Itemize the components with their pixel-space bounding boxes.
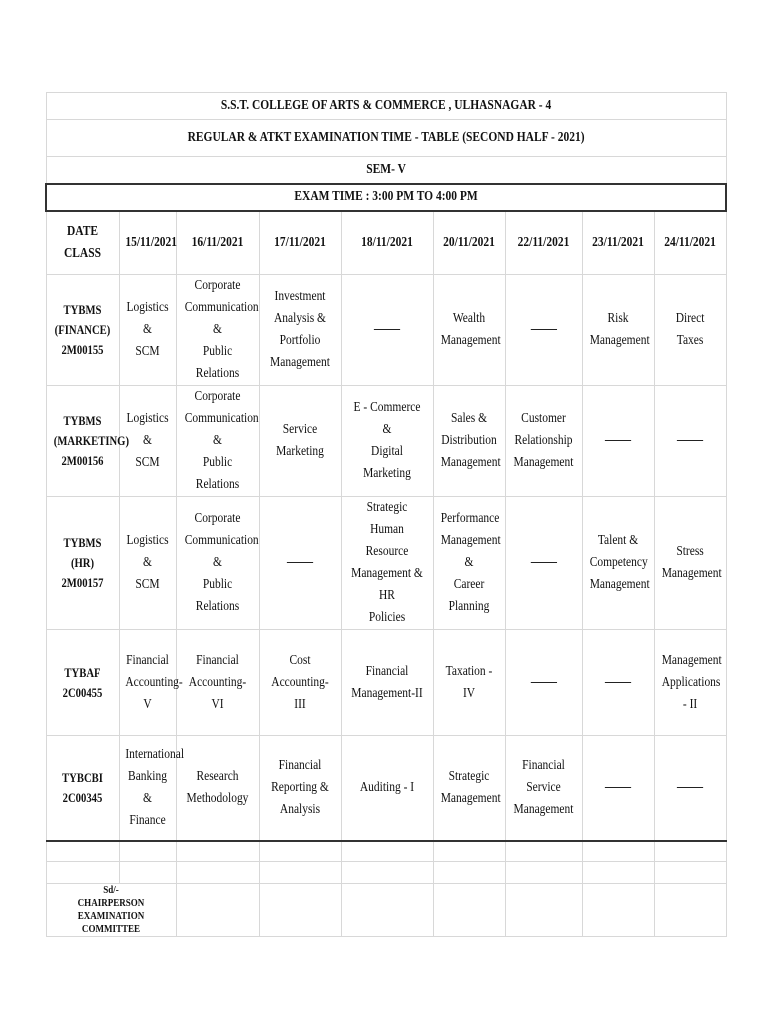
subject-line: Corporate — [194, 278, 241, 293]
empty-cell — [53, 841, 113, 862]
subject-line: Management — [589, 333, 650, 348]
dash-mark — [530, 562, 556, 563]
empty-cell — [124, 862, 171, 884]
subject-cell — [439, 386, 501, 497]
college-name: S.S.T. COLLEGE OF ARTS & COMMERCE , ULHASNAGAR - 4 — [107, 93, 665, 120]
subject-cell — [183, 275, 259, 386]
class-cell — [53, 275, 113, 386]
subject-line: Management — [661, 652, 722, 668]
subject-line: Management & — [440, 533, 501, 570]
dash-mark — [677, 440, 703, 441]
empty-cell — [183, 841, 251, 862]
empty-cell — [439, 884, 498, 937]
subject-cell — [512, 386, 575, 497]
subject-line: III — [294, 696, 306, 712]
table-row — [46, 630, 726, 736]
subject-cell — [439, 630, 498, 736]
corner-class-label: CLASS — [63, 245, 102, 261]
dash-mark — [287, 562, 313, 563]
signature-line1: Sd/- — [103, 884, 119, 896]
subject-line: Management — [270, 355, 330, 370]
signature-row — [46, 884, 726, 937]
subject-cell — [660, 275, 719, 386]
subject-line: Management — [661, 566, 722, 581]
subject-line: Risk — [607, 311, 629, 326]
subject-cell — [124, 497, 171, 630]
empty-cell — [53, 862, 113, 884]
class-line: TYBMS (HR) — [63, 535, 102, 570]
date-header: 20/11/2021 — [439, 211, 498, 275]
class-cell — [53, 497, 113, 630]
subject-line: Performance — [440, 511, 500, 526]
subject-cell — [124, 275, 171, 386]
class-line: 2C00455 — [62, 684, 103, 700]
exam-title: REGULAR & ATKT EXAMINATION TIME - TABLE (SECOND HALF - 2021) — [107, 120, 665, 157]
empty-cell — [266, 841, 333, 862]
class-line: 2C00345 — [62, 789, 103, 805]
date-header: 22/11/2021 — [512, 211, 575, 275]
subject-line: Applications - II — [661, 674, 721, 712]
subject-line: Banking & — [128, 768, 167, 806]
subject-line: Public Relations — [195, 455, 240, 492]
date-header: 18/11/2021 — [349, 211, 424, 275]
subject-line: Investment — [274, 289, 326, 304]
subject-line: Resource — [365, 544, 409, 559]
class-line: TYBMS — [63, 413, 102, 428]
class-line: TYBAF — [64, 664, 101, 680]
date-header: 24/11/2021 — [660, 211, 719, 275]
subject-line: Marketing — [276, 444, 324, 459]
empty-cell — [588, 862, 647, 884]
subject-line: V — [143, 696, 152, 712]
subject-line: Finance — [129, 812, 166, 828]
no-exam-cell — [588, 630, 647, 736]
empty-cell — [588, 841, 647, 862]
subject-line: Competency — [589, 555, 648, 570]
table-row — [46, 736, 726, 841]
exam-time-label: EXAM TIME : 3:00 PM TO 4:00 PM — [107, 184, 665, 211]
subject-line: Policies — [368, 610, 406, 625]
subject-line: Management — [513, 455, 574, 470]
subject-line: Management & HR — [351, 566, 423, 603]
subject-cell — [660, 630, 722, 736]
subject-cell — [439, 275, 501, 386]
subject-line: Financial — [196, 652, 239, 668]
empty-row — [46, 841, 726, 862]
class-line: (FINANCE) — [54, 322, 111, 337]
subject-cell — [183, 497, 259, 630]
subject-line: Management — [440, 333, 501, 348]
subject-line: Accounting-VI — [188, 674, 247, 712]
subject-cell — [266, 630, 333, 736]
subject-cell — [349, 497, 424, 630]
subject-line: Relationship — [514, 433, 573, 448]
subject-line: Taxation - IV — [445, 663, 493, 701]
signature-line3: EXAMINATION COMMITTEE — [77, 910, 145, 935]
subject-line: Communication & — [184, 411, 259, 448]
class-cell — [53, 736, 113, 841]
date-header: 15/11/2021 — [124, 211, 171, 275]
subject-cell — [660, 497, 722, 630]
subject-line: Communication & — [184, 300, 259, 337]
dash-mark — [530, 329, 556, 330]
subject-line: Corporate — [194, 389, 241, 404]
empty-cell — [266, 862, 333, 884]
table-row — [46, 497, 726, 630]
subject-cell — [183, 630, 251, 736]
class-line: 2M00157 — [61, 575, 104, 590]
semester-label: SEM- V — [107, 157, 665, 184]
subject-line: Management-II — [351, 685, 423, 701]
subject-cell — [266, 275, 333, 386]
subject-cell — [588, 275, 650, 386]
subject-line: Stress — [676, 544, 704, 559]
subject-line: Communication & — [184, 533, 259, 570]
subject-line: Talent & — [597, 533, 639, 548]
subject-cell — [183, 386, 259, 497]
subject-cell — [124, 386, 171, 497]
dash-mark — [677, 787, 703, 788]
dash-mark — [605, 440, 631, 441]
subject-line: Management — [513, 801, 574, 817]
empty-cell — [660, 884, 719, 937]
no-exam-cell — [660, 386, 719, 497]
empty-row — [46, 862, 726, 884]
subject-line: Logistics & — [126, 533, 169, 570]
subject-line: Financial — [278, 757, 322, 773]
subject-line: Sales & — [450, 411, 488, 426]
class-line: (MARKETING) — [53, 433, 130, 448]
subject-line: Analysis & — [274, 311, 326, 326]
empty-cell — [512, 884, 575, 937]
no-exam-cell — [512, 630, 575, 736]
date-header: 23/11/2021 — [588, 211, 647, 275]
dash-mark — [605, 787, 631, 788]
date-header: 17/11/2021 — [266, 211, 333, 275]
empty-cell — [512, 862, 575, 884]
subject-line: Reporting & — [271, 779, 329, 795]
subject-line: Public Relations — [195, 344, 240, 381]
class-line: TYBCBI — [62, 769, 103, 785]
empty-cell — [439, 841, 498, 862]
no-exam-cell — [266, 497, 333, 630]
empty-cell — [183, 884, 251, 937]
empty-cell — [512, 841, 575, 862]
empty-cell — [660, 841, 719, 862]
subject-line: Logistics & — [126, 411, 169, 448]
timetable — [45, 92, 727, 937]
subject-cell — [266, 736, 333, 841]
subject-line: Strategic Human — [366, 500, 408, 537]
subject-line: Management — [440, 790, 501, 806]
subject-cell — [124, 736, 185, 841]
table-row — [46, 275, 726, 386]
subject-cell — [588, 497, 650, 630]
no-exam-cell — [588, 736, 647, 841]
date-header: 16/11/2021 — [183, 211, 251, 275]
no-exam-cell — [588, 386, 647, 497]
subject-line: SCM — [135, 455, 160, 470]
subject-line: Methodology — [186, 790, 249, 806]
empty-cell — [349, 862, 424, 884]
subject-line: Direct Taxes — [675, 311, 705, 348]
empty-cell — [439, 862, 498, 884]
subject-line: Auditing - I — [359, 779, 415, 795]
empty-cell — [349, 841, 424, 862]
subject-line: Corporate — [194, 511, 241, 526]
empty-cell — [124, 841, 171, 862]
subject-line: Public Relations — [195, 577, 240, 614]
signature-block — [58, 884, 165, 937]
subject-line: Distribution — [441, 433, 497, 448]
subject-line: Service — [282, 422, 318, 437]
empty-cell — [588, 884, 647, 937]
subject-cell — [183, 736, 251, 841]
table-row — [46, 386, 726, 497]
subject-line: Research — [196, 768, 239, 784]
corner-date-label: DATE — [66, 223, 99, 239]
class-line: TYBMS — [63, 302, 102, 317]
no-exam-cell — [512, 497, 575, 630]
subject-line: International — [125, 746, 185, 762]
subject-line: Management — [440, 455, 501, 470]
empty-cell — [660, 862, 719, 884]
class-line: 2M00155 — [61, 342, 104, 357]
class-cell — [53, 386, 130, 497]
subject-cell — [439, 736, 501, 841]
subject-line: Portfolio — [279, 333, 321, 348]
subject-line: Financial — [522, 757, 565, 773]
date-class-corner — [53, 211, 113, 275]
dash-mark — [530, 682, 556, 683]
dash-mark — [374, 329, 400, 330]
subject-line: E - Commerce & — [353, 400, 421, 437]
empty-cell — [266, 884, 333, 937]
subject-line: Management — [589, 577, 650, 592]
subject-line: Financial — [126, 652, 169, 668]
subject-line: Career Planning — [448, 577, 490, 614]
subject-cell — [349, 630, 424, 736]
subject-line: Strategic — [448, 768, 490, 784]
subject-line: Financial — [365, 663, 409, 679]
subject-line: Customer — [521, 411, 566, 426]
class-cell — [53, 630, 113, 736]
subject-line: Wealth — [452, 311, 486, 326]
signature-line2: CHAIRPERSON — [77, 897, 145, 909]
empty-cell — [183, 862, 251, 884]
subject-line: Accounting- — [125, 674, 183, 690]
no-exam-cell — [512, 275, 575, 386]
subject-line: Service — [526, 779, 561, 795]
subject-cell — [349, 736, 424, 841]
no-exam-cell — [349, 275, 424, 386]
subject-cell — [349, 386, 424, 497]
subject-cell — [512, 736, 575, 841]
subject-line: Digital Marketing — [363, 444, 411, 481]
no-exam-cell — [660, 736, 719, 841]
dash-mark — [605, 682, 631, 683]
subject-cell — [124, 630, 183, 736]
subject-line: Logistics & — [126, 300, 169, 337]
empty-cell — [349, 884, 424, 937]
subject-cell — [439, 497, 501, 630]
subject-line: Analysis — [279, 801, 321, 817]
subject-line: Cost Accounting- — [271, 652, 329, 690]
class-line: 2M00156 — [61, 453, 104, 468]
subject-cell — [266, 386, 333, 497]
subject-line: SCM — [135, 577, 160, 592]
subject-line: SCM — [135, 344, 160, 359]
